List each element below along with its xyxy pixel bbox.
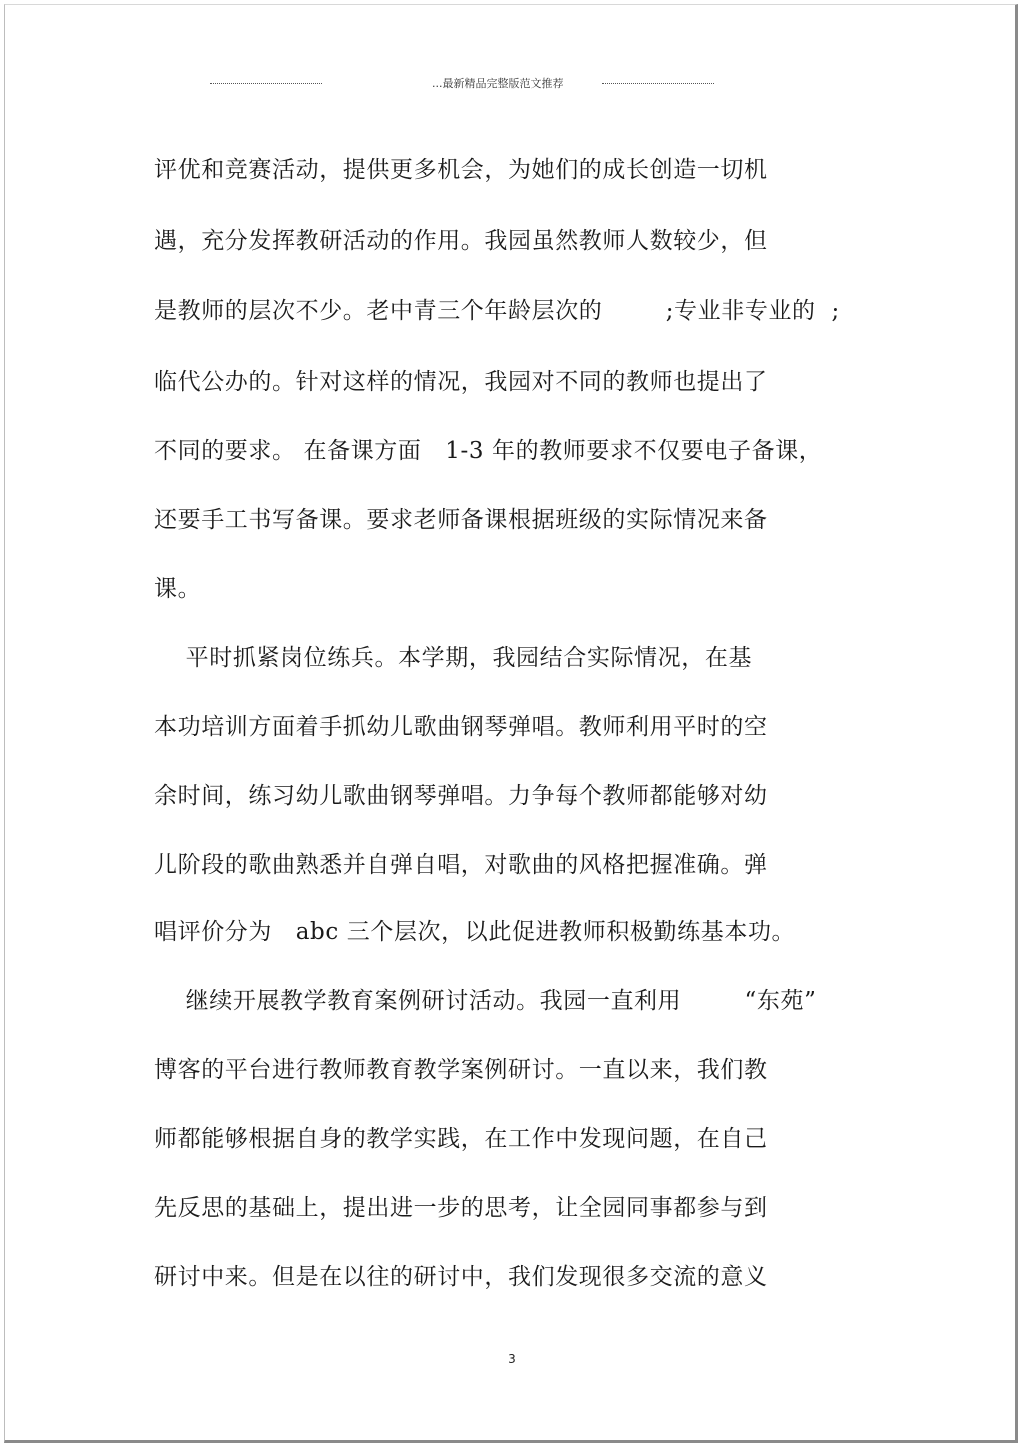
body-line: 课。 [154, 576, 202, 602]
body-line: 继续开展教学教育案例研讨活动。我园一直利用 “东苑” [154, 988, 817, 1014]
body-line: 儿阶段的歌曲熟悉并自弹自唱，对歌曲的风格把握准确。弹 [154, 852, 768, 878]
body-line: 是教师的层次不少。老中青三个年龄层次的 ;专业非专业的 ; [154, 298, 840, 324]
body-line: 博客的平台进行教师教育教学案例研讨。一直以来，我们教 [154, 1057, 768, 1083]
body-line: 本功培训方面着手抓幼儿歌曲钢琴弹唱。教师利用平时的空 [154, 714, 768, 740]
body-line: 唱评价分为 abc 三个层次，以此促进教师积极勤练基本功。 [154, 919, 796, 945]
header-title: ...最新精品完整版范文推荐 [432, 77, 564, 90]
page-number: 3 [508, 1352, 516, 1366]
body-line: 评优和竞赛活动，提供更多机会，为她们的成长创造一切机 [154, 157, 768, 183]
body-line: 临代公办的。针对这样的情况，我园对不同的教师也提出了 [154, 369, 768, 395]
header-dotted-rule-left [210, 83, 322, 84]
body-line: 不同的要求。 在备课方面 1-3 年的教师要求不仅要电子备课， [154, 438, 823, 464]
body-line: 研讨中来。但是在以往的研讨中，我们发现很多交流的意义 [154, 1264, 768, 1290]
header-dotted-rule-right [602, 83, 714, 84]
page-header [210, 75, 715, 91]
body-line: 师都能够根据自身的教学实践，在工作中发现问题，在自己 [154, 1126, 768, 1152]
body-line: 先反思的基础上，提出进一步的思考，让全园同事都参与到 [154, 1195, 768, 1221]
body-line: 平时抓紧岗位练兵。本学期，我园结合实际情况，在基 [154, 645, 753, 671]
body-line: 还要手工书写备课。要求老师备课根据班级的实际情况来备 [154, 507, 768, 533]
body-line: 遇，充分发挥教研活动的作用。我园虽然教师人数较少，但 [154, 228, 768, 254]
body-line: 余时间，练习幼儿歌曲钢琴弹唱。力争每个教师都能够对幼 [154, 783, 768, 809]
